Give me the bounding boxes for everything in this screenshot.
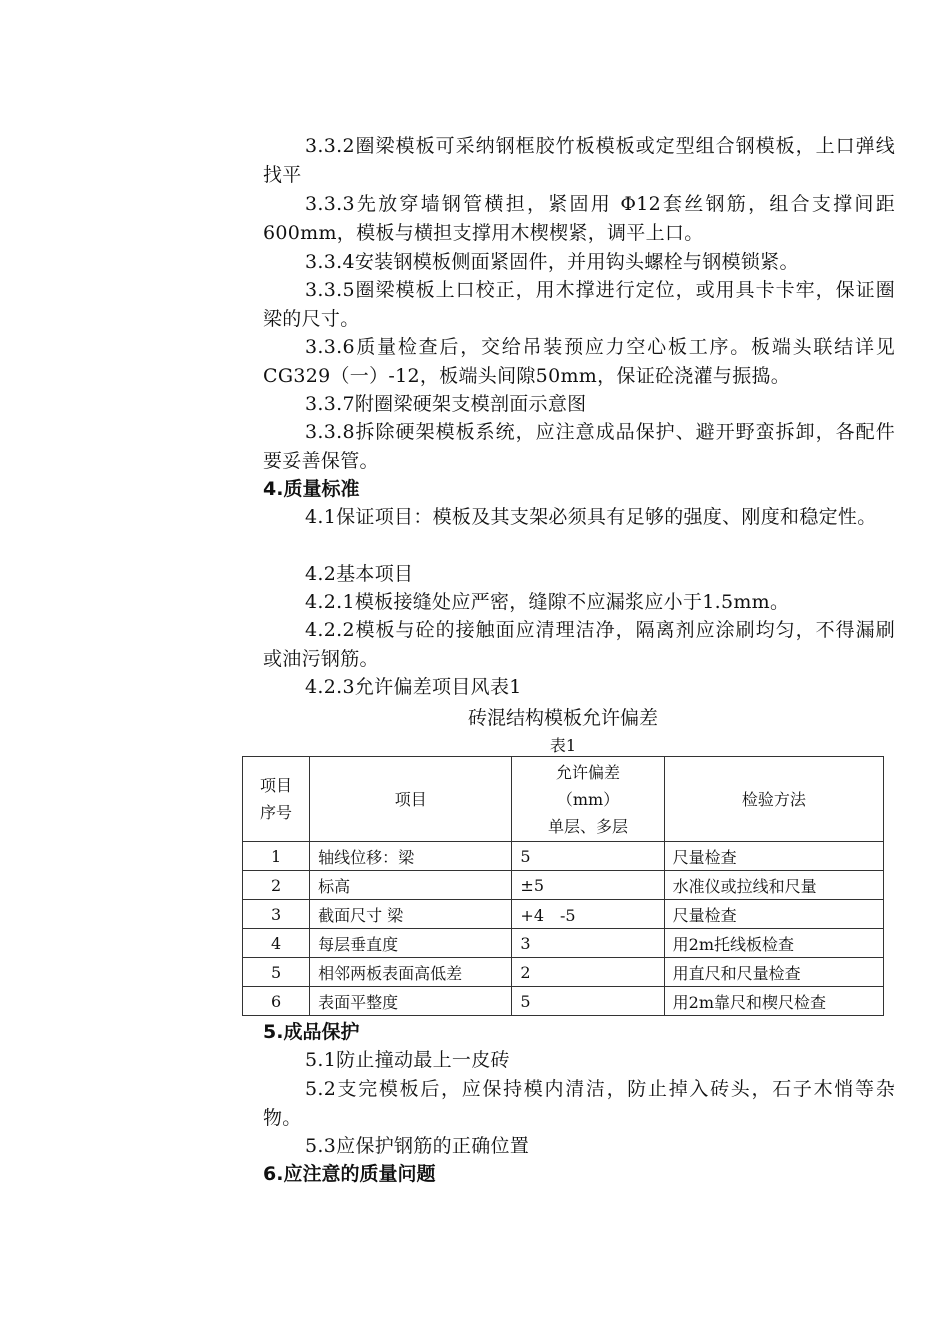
- table-row: [243, 958, 884, 987]
- cell-method: 用直尺和尺量检查: [664, 958, 883, 987]
- cell-method: 用2m托线板检查: [664, 929, 883, 958]
- heading-quality-issues: 6.应注意的质量问题: [263, 1163, 436, 1185]
- paragraph-4-2-1: 4.2.1模板接缝处应严密，缝隙不应漏浆应小于1.5mm。: [305, 591, 790, 613]
- cell-method: 水准仪或拉线和尺量: [664, 871, 883, 900]
- paragraph-4-2: 4.2基本项目: [305, 563, 414, 585]
- cell-number: 5: [243, 958, 310, 987]
- cell-item: 每层垂直度: [310, 929, 512, 958]
- paragraph-5-2: 5.2支完模板后，应保持模内清洁，防止掉入砖头，石子木悄等杂物。: [263, 1078, 895, 1129]
- table-row: [243, 929, 884, 958]
- table-row: [243, 871, 884, 900]
- cell-number: 1: [243, 842, 310, 871]
- table-title: 砖混结构模板允许偏差: [467, 707, 658, 729]
- cell-tolerance: 5: [512, 842, 664, 871]
- cell-tolerance: +4 -5: [512, 900, 664, 929]
- paragraph-3-3-7: 3.3.7附圈梁硬架支模剖面示意图: [305, 393, 587, 415]
- cell-number: 6: [243, 987, 310, 1016]
- paragraph-5-3: 5.3应保护钢筋的正确位置: [305, 1135, 530, 1157]
- cell-item: 表面平整度: [310, 987, 512, 1016]
- cell-item: 标高: [310, 871, 512, 900]
- cell-number: 3: [243, 900, 310, 929]
- paragraph-5-1: 5.1防止撞动最上一皮砖: [305, 1049, 510, 1071]
- cell-method: 用2m靠尺和楔尺检查: [664, 987, 883, 1016]
- heading-quality-standard: 4.质量标准: [263, 478, 360, 500]
- cell-tolerance: 2: [512, 958, 664, 987]
- paragraph-3-3-2: 3.3.2圈梁模板可采纳钢框胶竹板模板或定型组合钢模板，上口弹线找平: [263, 135, 895, 186]
- cell-number: 4: [243, 929, 310, 958]
- paragraph-4-2-3: 4.2.3允许偏差项目风表1: [305, 676, 522, 698]
- paragraph-4-2-2: 4.2.2模板与砼的接触面应清理洁净，隔离剂应涂刷均匀，不得漏刷或油污钢筋。: [263, 619, 895, 670]
- paragraph-3-3-6: 3.3.6质量检查后，交给吊装预应力空心板工序。板端头联结详见CG329（一）-12，板端头间隙50mm，保证砼浇灌与振捣。: [263, 336, 895, 387]
- header-inspection-method: 检验方法: [664, 757, 883, 842]
- cell-item: 相邻两板表面高低差: [310, 958, 512, 987]
- table-row: [243, 987, 884, 1016]
- header-item: 项目: [310, 757, 512, 842]
- paragraph-3-3-5: 3.3.5圈梁模板上口校正，用木撑进行定位，或用具卡卡牢，保证圈梁的尺寸。: [263, 279, 895, 330]
- tolerance-table: [242, 756, 884, 1016]
- paragraph-4-1: 4.1保证项目：模板及其支架必须具有足够的强度、刚度和稳定性。: [305, 506, 877, 528]
- cell-tolerance: 5: [512, 987, 664, 1016]
- paragraph-3-3-8: 3.3.8拆除硬架模板系统，应注意成品保护、避开野蛮拆卸，各配件要妥善保管。: [263, 421, 895, 472]
- table-header-row: [243, 757, 884, 842]
- table-row: [243, 900, 884, 929]
- cell-item: 轴线位移：梁: [310, 842, 512, 871]
- cell-item: 截面尺寸 梁: [310, 900, 512, 929]
- table-row: [243, 842, 884, 871]
- table-label: 表1: [549, 736, 577, 755]
- cell-tolerance: 3: [512, 929, 664, 958]
- heading-product-protection: 5.成品保护: [263, 1021, 360, 1043]
- cell-method: 尺量检查: [664, 842, 883, 871]
- cell-tolerance: ±5: [512, 871, 664, 900]
- paragraph-3-3-4: 3.3.4安装钢模板侧面紧固件，并用钩头螺栓与钢模锁紧。: [305, 251, 799, 273]
- header-item-number: 项目 序号: [243, 757, 310, 842]
- cell-number: 2: [243, 871, 310, 900]
- header-tolerance: 允许偏差 （mm） 单层、多层: [512, 757, 664, 842]
- cell-method: 尺量检查: [664, 900, 883, 929]
- paragraph-3-3-3: 3.3.3先放穿墙钢管横担，紧固用 Φ12套丝钢筋，组合支撑间距600mm，模板与横担支撑用木楔楔紧，调平上口。: [263, 193, 895, 244]
